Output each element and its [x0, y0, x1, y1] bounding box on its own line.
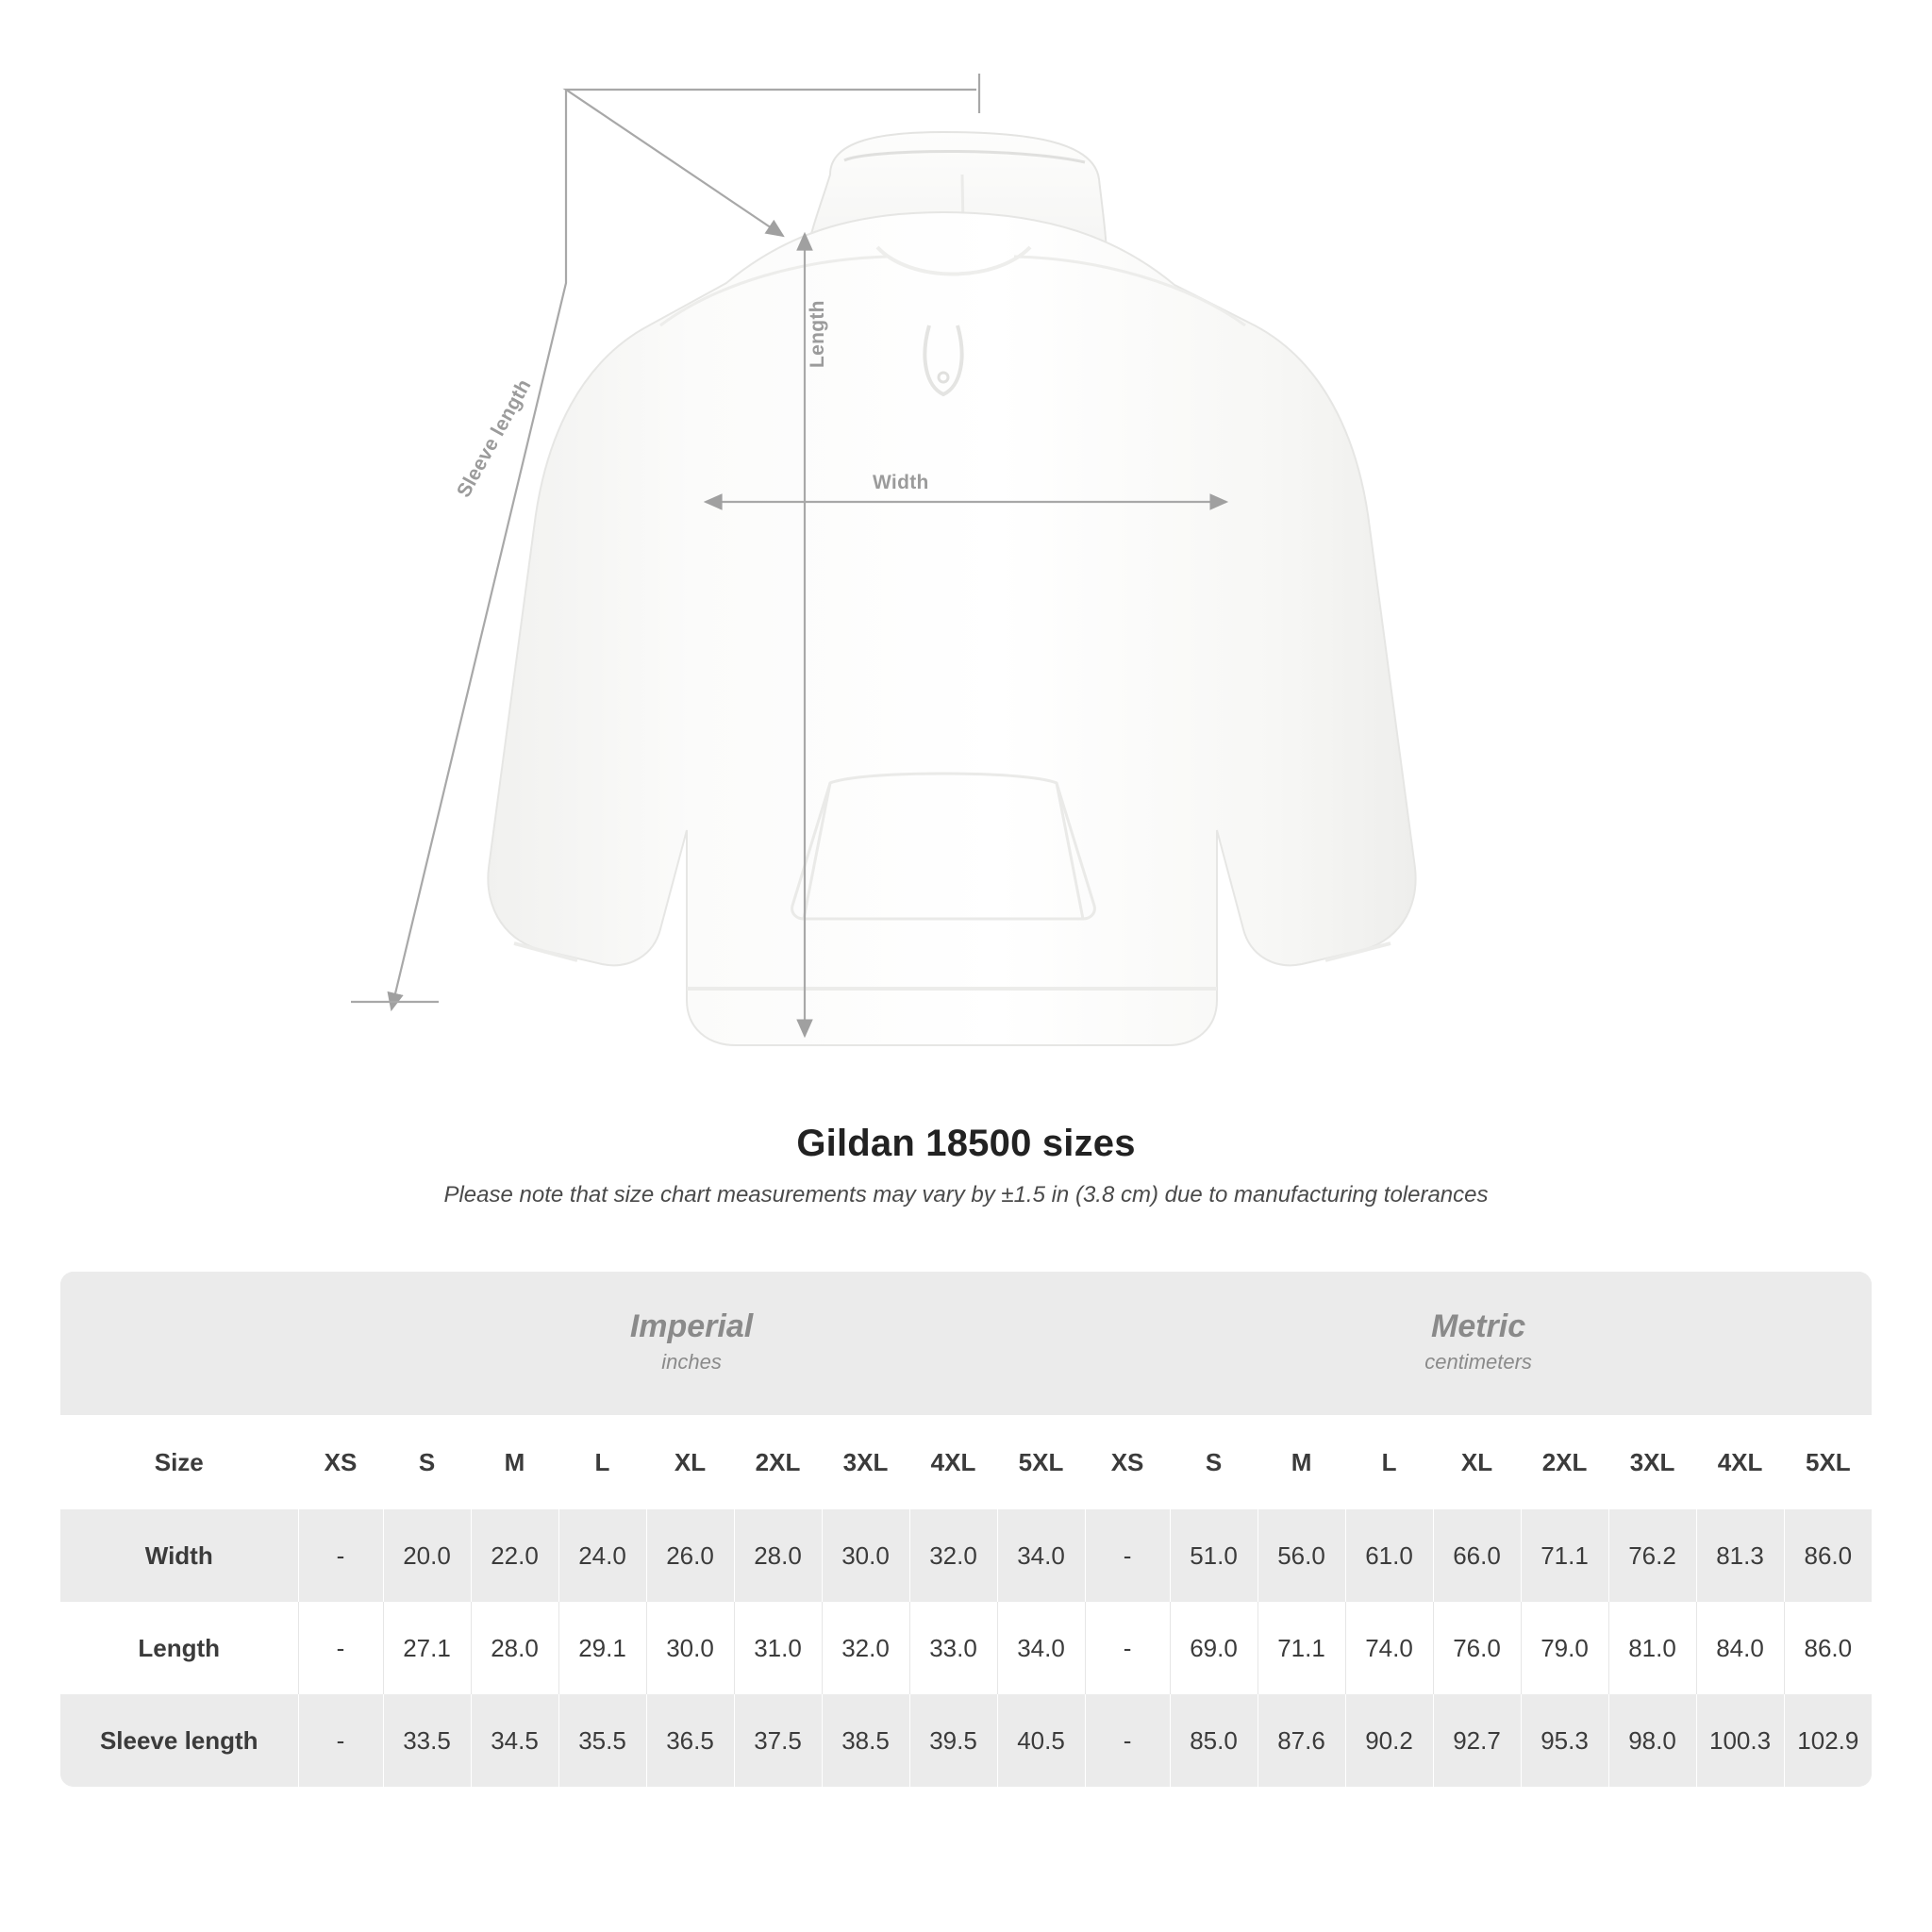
header-size-metric-5xl: 5XL [1784, 1415, 1872, 1509]
width-metric-3xl: 76.2 [1608, 1509, 1696, 1602]
length-imperial-m: 28.0 [471, 1602, 558, 1694]
table-row-length [60, 1602, 1872, 1694]
width-imperial-xl: 26.0 [646, 1509, 734, 1602]
length-imperial-l: 29.1 [558, 1602, 646, 1694]
sleeve-metric-s: 85.0 [1170, 1694, 1257, 1787]
width-metric-5xl: 86.0 [1784, 1509, 1872, 1602]
width-metric-xl: 66.0 [1433, 1509, 1521, 1602]
width-imperial-3xl: 30.0 [822, 1509, 909, 1602]
header-size-imperial-5xl: 5XL [997, 1415, 1085, 1509]
unit-imperial-sub: inches [661, 1349, 722, 1374]
size-table [60, 1272, 1872, 1787]
sleeve-imperial-xs: - [298, 1694, 383, 1787]
sleeve-length-dimension-label: Sleeve length [453, 375, 536, 502]
sleeve-metric-5xl: 102.9 [1784, 1694, 1872, 1787]
unit-metric-name: Metric [1431, 1307, 1526, 1344]
sleeve-metric-4xl: 100.3 [1696, 1694, 1784, 1787]
page-title: Gildan 18500 sizes [796, 1123, 1136, 1164]
length-metric-3xl: 81.0 [1608, 1602, 1696, 1694]
width-imperial-2xl: 28.0 [734, 1509, 822, 1602]
width-imperial-s: 20.0 [383, 1509, 471, 1602]
size-header-row [60, 1415, 1872, 1509]
length-imperial-2xl: 31.0 [734, 1602, 822, 1694]
unit-imperial-name: Imperial [629, 1307, 754, 1344]
sleeve-imperial-m: 34.5 [471, 1694, 558, 1787]
header-size-metric-m: M [1257, 1415, 1345, 1509]
unit-metric [1085, 1272, 1872, 1415]
row-label-width: Width [60, 1509, 298, 1602]
header-size-imperial-m: M [471, 1415, 558, 1509]
width-imperial-xs: - [298, 1509, 383, 1602]
length-imperial-xs: - [298, 1602, 383, 1694]
unit-metric-sub: centimeters [1424, 1349, 1532, 1374]
table-row-sleeve-length [60, 1694, 1872, 1787]
header-size-metric-3xl: 3XL [1608, 1415, 1696, 1509]
header-size-metric-xl: XL [1433, 1415, 1521, 1509]
header-size-label: Size [60, 1415, 298, 1509]
header-size-imperial-s: S [383, 1415, 471, 1509]
title-block [0, 1123, 1932, 1208]
length-imperial-xl: 30.0 [646, 1602, 734, 1694]
unit-spacer [60, 1272, 298, 1415]
length-metric-xl: 76.0 [1433, 1602, 1521, 1694]
header-size-metric-xs: XS [1085, 1415, 1170, 1509]
sleeve-metric-3xl: 98.0 [1608, 1694, 1696, 1787]
tolerance-note: Please note that size chart measurements may vary by ±1.5 in (3.8 cm) due to manufacturing tolerances [443, 1182, 1489, 1208]
width-imperial-5xl: 34.0 [997, 1509, 1085, 1602]
length-dimension-label: Length [807, 300, 828, 368]
header-size-imperial-xl: XL [646, 1415, 734, 1509]
length-imperial-s: 27.1 [383, 1602, 471, 1694]
width-imperial-m: 22.0 [471, 1509, 558, 1602]
width-metric-m: 56.0 [1257, 1509, 1345, 1602]
hoodie-shape [488, 132, 1415, 1045]
unit-header-row [60, 1272, 1872, 1415]
width-imperial-l: 24.0 [558, 1509, 646, 1602]
header-size-imperial-xs: XS [298, 1415, 383, 1509]
header-size-imperial-4xl: 4XL [909, 1415, 997, 1509]
header-size-imperial-l: L [558, 1415, 646, 1509]
sleeve-metric-2xl: 95.3 [1521, 1694, 1608, 1787]
header-size-imperial-2xl: 2XL [734, 1415, 822, 1509]
sleeve-imperial-5xl: 40.5 [997, 1694, 1085, 1787]
width-metric-s: 51.0 [1170, 1509, 1257, 1602]
sleeve-imperial-2xl: 37.5 [734, 1694, 822, 1787]
width-metric-l: 61.0 [1345, 1509, 1433, 1602]
size-table-container [60, 1272, 1872, 1787]
sleeve-metric-l: 90.2 [1345, 1694, 1433, 1787]
width-metric-xs: - [1085, 1509, 1170, 1602]
length-metric-l: 74.0 [1345, 1602, 1433, 1694]
length-imperial-3xl: 32.0 [822, 1602, 909, 1694]
table-row-width [60, 1509, 1872, 1602]
row-label-sleeve-length: Sleeve length [60, 1694, 298, 1787]
sleeve-imperial-4xl: 39.5 [909, 1694, 997, 1787]
sleeve-imperial-xl: 36.5 [646, 1694, 734, 1787]
header-size-metric-s: S [1170, 1415, 1257, 1509]
length-metric-s: 69.0 [1170, 1602, 1257, 1694]
sleeve-imperial-l: 35.5 [558, 1694, 646, 1787]
width-dimension-label: Width [873, 472, 929, 493]
unit-imperial [298, 1272, 1085, 1415]
header-size-metric-4xl: 4XL [1696, 1415, 1784, 1509]
header-size-imperial-3xl: 3XL [822, 1415, 909, 1509]
sleeve-imperial-s: 33.5 [383, 1694, 471, 1787]
length-metric-2xl: 79.0 [1521, 1602, 1608, 1694]
length-metric-4xl: 84.0 [1696, 1602, 1784, 1694]
length-metric-5xl: 86.0 [1784, 1602, 1872, 1694]
length-metric-m: 71.1 [1257, 1602, 1345, 1694]
length-metric-xs: - [1085, 1602, 1170, 1694]
width-imperial-4xl: 32.0 [909, 1509, 997, 1602]
width-metric-2xl: 71.1 [1521, 1509, 1608, 1602]
row-label-length: Length [60, 1602, 298, 1694]
length-imperial-5xl: 34.0 [997, 1602, 1085, 1694]
sleeve-metric-m: 87.6 [1257, 1694, 1345, 1787]
width-metric-4xl: 81.3 [1696, 1509, 1784, 1602]
length-imperial-4xl: 33.0 [909, 1602, 997, 1694]
header-size-metric-l: L [1345, 1415, 1433, 1509]
sleeve-metric-xs: - [1085, 1694, 1170, 1787]
sleeve-imperial-3xl: 38.5 [822, 1694, 909, 1787]
sleeve-metric-xl: 92.7 [1433, 1694, 1521, 1787]
header-size-metric-2xl: 2XL [1521, 1415, 1608, 1509]
